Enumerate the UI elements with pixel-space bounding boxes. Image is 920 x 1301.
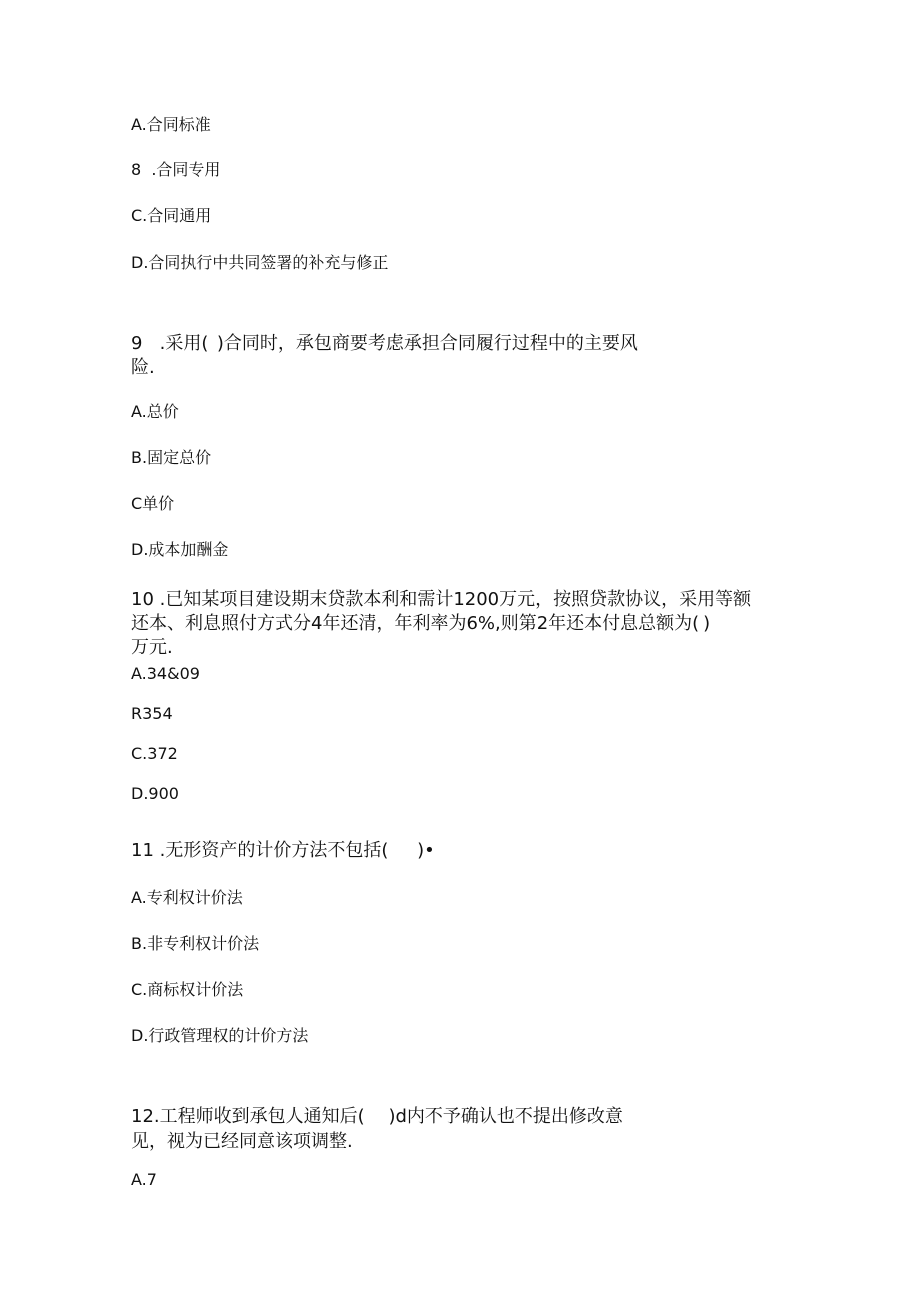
option-d: D.行政管理权的计价方法: [131, 1026, 309, 1045]
option-b: B.非专利权计价法: [131, 934, 260, 953]
option-a: A.合同标准: [131, 115, 211, 134]
option-d: D.成本加酬金: [131, 540, 229, 559]
option-a: A.7: [131, 1170, 157, 1189]
option-a: A.专利权计价法: [131, 888, 243, 907]
option-c: C.商标权计价法: [131, 980, 244, 999]
option-b: B.固定总价: [131, 448, 212, 467]
question-9-line-1: 9 .采用( )合同时，承包商要考虑承担合同履行过程中的主要风: [131, 333, 638, 354]
option-a: A.总价: [131, 402, 179, 421]
option-c: C.372: [131, 744, 178, 763]
question-10-line-3: 万元.: [131, 637, 173, 658]
question-10-line-2: 还本、利息照付方式分4年还清，年利率为6%,则第2年还本付息总额为( ): [131, 613, 711, 634]
question-9-line-2: 险.: [131, 357, 155, 378]
question-11-line-1: 11 .无形资产的计价方法不包括( )•: [131, 840, 435, 861]
question-10-line-1: 10 .已知某项目建设期末贷款本利和需计1200万元，按照贷款协议，采用等额: [131, 589, 752, 610]
option-c: C单价: [131, 494, 175, 513]
option-b: 8 .合同专用: [131, 160, 221, 179]
option-a: A.34&09: [131, 664, 200, 683]
option-d: D.900: [131, 784, 179, 803]
question-12-line-2: 见，视为已经同意该项调整.: [131, 1131, 353, 1152]
question-12-line-1: 12.工程师收到承包人通知后( )d内不予确认也不提出修改意: [131, 1106, 623, 1127]
option-d: D.合同执行中共同签署的补充与修正: [131, 253, 389, 272]
option-b: R354: [131, 704, 173, 723]
option-c: C.合同通用: [131, 206, 212, 225]
